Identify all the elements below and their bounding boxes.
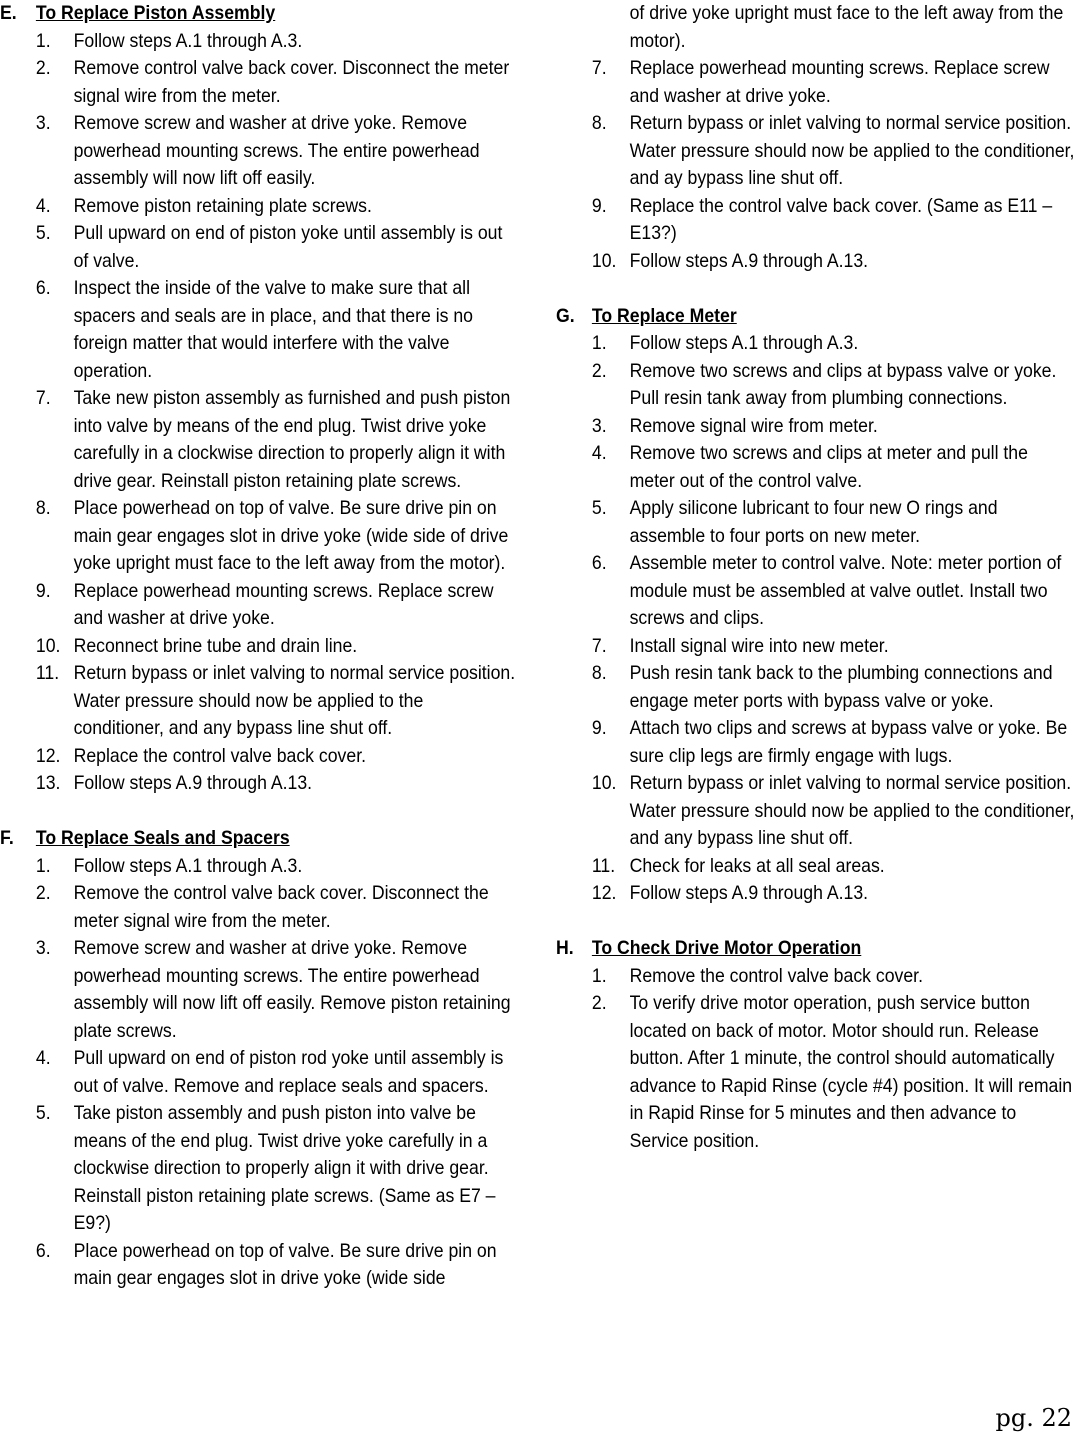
step-number: 12.: [591, 883, 617, 904]
left-column: [0, 0, 515, 1293]
step-item: [0, 385, 515, 495]
step-number: 7.: [591, 635, 607, 657]
step-item: [0, 1100, 515, 1238]
section-heading: [556, 303, 1076, 331]
step-number: 9.: [35, 580, 51, 602]
step-text: Remove two screws and clips at bypass valve or yoke. Pull resin tank away from plumbing connections.: [629, 360, 1057, 409]
step-number: 1.: [591, 333, 607, 354]
step-number: 1.: [35, 855, 51, 877]
step-item: [0, 28, 515, 56]
steps-list: [0, 28, 515, 798]
step-number: 4.: [35, 1048, 51, 1069]
step-text: Return bypass or inlet valving to normal service position. Water pressure should now be applied to the conditioner, and ay bypass line shut off.: [629, 113, 1075, 189]
step-number: 3.: [591, 415, 607, 437]
step-text: Pull upward on end of piston rod yoke until assembly is out of valve. Remove and replace seals and spacers.: [73, 1048, 504, 1097]
step-number: 7.: [35, 388, 51, 409]
step-item: [0, 275, 515, 385]
step-number: 6.: [591, 553, 607, 574]
step-text: Take new piston assembly as furnished and push piston into valve by means of the end plug. Twist drive yoke carefully in a clockwise direction to properly align it with drive gear. Reinstall piston retaining plate screws.: [73, 388, 511, 492]
step-item: [0, 55, 515, 110]
step-number: 7.: [591, 58, 607, 79]
step-item: [0, 743, 515, 771]
step-text: Push resin tank back to the plumbing connections and engage meter ports with bypass valve or yoke.: [629, 663, 1053, 712]
continued-step-text: of drive yoke upright must face to the left away from the motor).: [629, 3, 1064, 52]
step-number: 10.: [591, 773, 617, 794]
step-text: Remove screw and washer at drive yoke. Remove powerhead mounting screws. The entire powerhead assembly will now lift off easily.: [73, 113, 480, 189]
step-item: [556, 413, 1076, 441]
step-number: 4.: [35, 195, 51, 217]
step-text: Reconnect brine tube and drain line.: [73, 635, 358, 657]
step-item: [0, 853, 515, 881]
section-letter: H.: [556, 938, 574, 959]
page-number: pg. 22: [995, 1404, 1072, 1432]
step-number: 10.: [35, 635, 61, 657]
step-text: Remove signal wire from meter.: [629, 415, 878, 437]
step-text: Return bypass or inlet valving to normal service position. Water pressure should now be applied to the conditioner, and any bypass line shut off.: [73, 663, 516, 739]
step-item: [556, 770, 1076, 853]
step-item: [556, 550, 1076, 633]
step-text: Follow steps A.9 through A.13.: [73, 773, 313, 794]
step-item: [0, 1045, 515, 1100]
step-item: [0, 880, 515, 935]
step-item: [0, 110, 515, 193]
section-heading: [556, 935, 1076, 963]
step-item: [556, 715, 1076, 770]
step-text: Remove screw and washer at drive yoke. Remove powerhead mounting screws. The entire powerhead assembly will now lift off easily. Remove piston retaining plate screws.: [73, 938, 511, 1042]
step-text: Pull upward on end of piston yoke until assembly is out of valve.: [73, 223, 503, 272]
step-text: Replace the control valve back cover. (Same as E11 – E13?): [629, 195, 1053, 244]
step-number: 3.: [35, 113, 51, 134]
step-text: Remove piston retaining plate screws.: [73, 195, 372, 217]
step-item: [556, 990, 1076, 1155]
step-text: Follow steps A.1 through A.3.: [73, 30, 303, 52]
step-number: 10.: [591, 250, 617, 272]
step-number: 2.: [591, 360, 607, 382]
steps-list: [0, 853, 515, 1293]
step-item: [556, 358, 1076, 413]
step-number: 11.: [591, 855, 616, 877]
step-item: [0, 495, 515, 578]
step-text: Follow steps A.1 through A.3.: [73, 855, 303, 877]
right-column: [556, 0, 1076, 1155]
section: [556, 935, 1076, 1155]
step-item: [556, 440, 1076, 495]
section-letter: G.: [556, 305, 575, 327]
section: [0, 825, 515, 1293]
section-heading: [0, 0, 515, 28]
step-item: [556, 495, 1076, 550]
step-item: [556, 880, 1076, 908]
step-number: 8.: [35, 498, 51, 519]
step-text: Return bypass or inlet valving to normal service position. Water pressure should now be applied to the conditioner, and any bypass line shut off.: [629, 773, 1075, 849]
step-text: Install signal wire into new meter.: [629, 635, 889, 657]
step-number: 11.: [35, 663, 60, 684]
step-number: 9.: [591, 718, 607, 739]
step-text: Follow steps A.9 through A.13.: [629, 250, 869, 272]
step-text: Take piston assembly and push piston into valve be means of the end plug. Twist drive yoke carefully in a clockwise direction to properly align it with drive gear. Reinstall piston retaining plate screws. (Same as E7 – E9?): [73, 1103, 496, 1234]
section-title: To Check Drive Motor Operation: [591, 938, 862, 959]
step-number: 9.: [591, 195, 607, 217]
step-text: Replace powerhead mounting screws. Replace screw and washer at drive yoke.: [73, 580, 494, 629]
section-title: To Replace Piston Assembly: [35, 3, 276, 24]
section: [556, 303, 1076, 908]
step-text: Remove control valve back cover. Disconnect the meter signal wire from the meter.: [73, 58, 510, 107]
step-number: 4.: [591, 443, 607, 464]
step-number: 3.: [35, 938, 51, 959]
step-text: Apply silicone lubricant to four new O rings and assemble to four ports on new meter.: [629, 498, 998, 547]
step-item: [0, 220, 515, 275]
step-item: [0, 935, 515, 1045]
step-text: Replace the control valve back cover.: [73, 745, 367, 767]
step-number: 12.: [35, 745, 61, 767]
step-number: 5.: [35, 223, 51, 244]
step-number: 1.: [35, 30, 51, 52]
step-item: [556, 330, 1076, 358]
step-text: Remove two screws and clips at meter and pull the meter out of the control valve.: [629, 443, 1028, 492]
step-item: [0, 193, 515, 221]
step-item: [556, 853, 1076, 881]
step-item: [0, 660, 515, 743]
step-item: [556, 660, 1076, 715]
step-text: Inspect the inside of the valve to make sure that all spacers and seals are in place, and that there is no foreign matter that would interfere with the valve operation.: [73, 278, 473, 382]
steps-list: [556, 963, 1076, 1156]
steps-list: [556, 330, 1076, 908]
step-text: Assemble meter to control valve. Note: meter portion of module must be assembled at valve outlet. Install two screws and clips.: [629, 553, 1062, 629]
section-letter: F.: [0, 828, 14, 849]
step-item: [556, 193, 1076, 248]
step-text: Place powerhead on top of valve. Be sure drive pin on main gear engages slot in drive yoke (wide side: [73, 1240, 497, 1289]
step-number: 8.: [591, 113, 607, 134]
step-number: 6.: [35, 1240, 51, 1262]
step-text: Replace powerhead mounting screws. Replace screw and washer at drive yoke.: [629, 58, 1050, 107]
step-number: 13.: [35, 773, 61, 794]
step-item: [556, 633, 1076, 661]
step-number: 8.: [591, 663, 607, 684]
step-number: 1.: [591, 965, 607, 987]
section-title: To Replace Meter: [591, 305, 737, 327]
step-item: [556, 110, 1076, 193]
section: [0, 0, 515, 798]
step-text: Attach two clips and screws at bypass valve or yoke. Be sure clip legs are firmly engage with lugs.: [629, 718, 1068, 767]
step-number: 2.: [591, 993, 607, 1014]
section-heading: [0, 825, 515, 853]
step-number: 5.: [591, 498, 607, 519]
step-number: 5.: [35, 1103, 51, 1124]
step-text: Check for leaks at all seal areas.: [629, 855, 885, 877]
step-number: 6.: [35, 278, 51, 299]
step-item: [0, 633, 515, 661]
section-title: To Replace Seals and Spacers: [35, 828, 290, 849]
step-item: [0, 1238, 515, 1293]
step-text: To verify drive motor operation, push service button located on back of motor. Motor should run. Release button. After 1 minute, the control should automatically advance to Rapid Rinse (cycle #4) position. It will remain in Rapid Rinse for 5 minutes and then advance to Service position.: [629, 993, 1073, 1152]
step-item: [0, 770, 515, 798]
step-item: [556, 963, 1076, 991]
step-text: Follow steps A.1 through A.3.: [629, 333, 859, 354]
step-text: Remove the control valve back cover.: [629, 965, 923, 987]
continued-steps-list: [556, 55, 1076, 275]
section-letter: E.: [0, 3, 17, 24]
step-number: 2.: [35, 58, 51, 79]
step-item: [0, 578, 515, 633]
step-text: Place powerhead on top of valve. Be sure drive pin on main gear engages slot in drive yoke (wide side of drive yoke upright must face to the left away from the motor).: [73, 498, 509, 574]
step-item: [556, 55, 1076, 110]
step-item: [556, 248, 1076, 276]
step-number: 2.: [35, 883, 51, 904]
step-text: Follow steps A.9 through A.13.: [629, 883, 869, 904]
step-text: Remove the control valve back cover. Disconnect the meter signal wire from the meter.: [73, 883, 489, 932]
